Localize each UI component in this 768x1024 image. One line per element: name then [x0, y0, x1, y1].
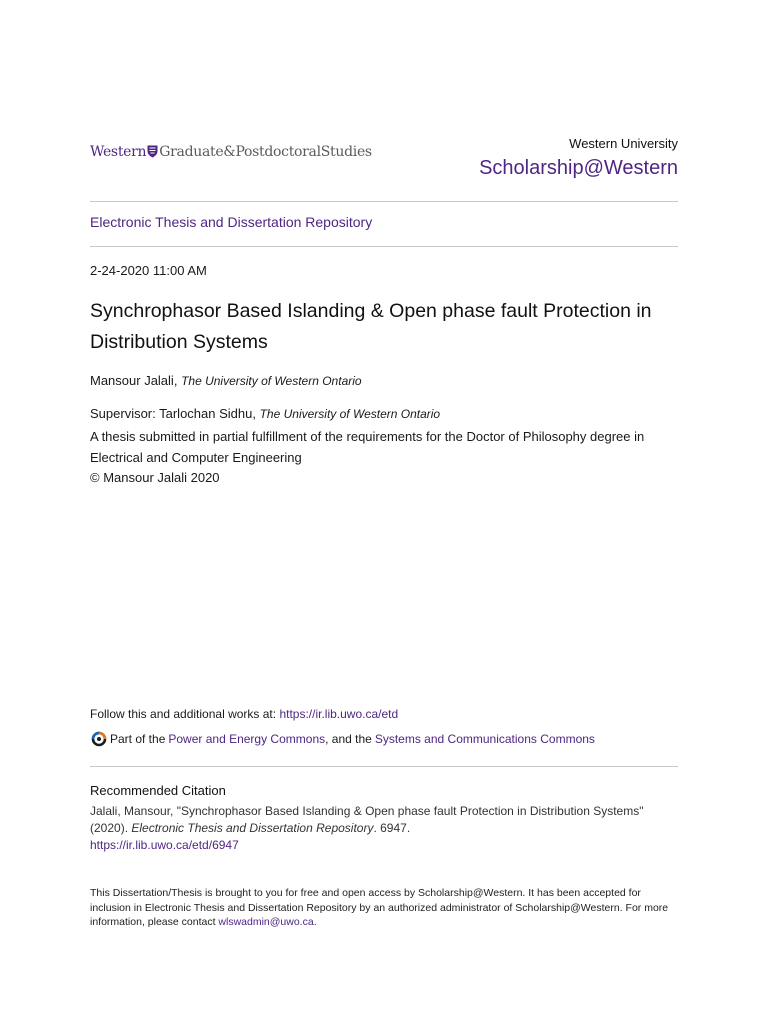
footer-text: This Dissertation/Thesis is brought to you for free and open access by Scholarship@Western. It has been accepted for inclusion in Electronic Thesis and Dissertation Repository by an authorized administrator of Scholarship@Western. For more information, please contact [90, 887, 669, 928]
follow-line [90, 707, 398, 721]
author-name: Mansour Jalali, [90, 373, 178, 388]
footer-notice [90, 886, 678, 930]
divider [90, 201, 678, 202]
repository-link[interactable]: Electronic Thesis and Dissertation Repository [90, 214, 373, 230]
follow-text: Follow this and additional works at: [90, 707, 280, 721]
contact-email-link[interactable]: wlswadmin@uwo.ca [218, 916, 314, 928]
citation-journal: Electronic Thesis and Dissertation Repository [131, 821, 374, 835]
thesis-description: A thesis submitted in partial fulfillment of the requirements for the Doctor of Philosophy degree in Electrical and Computer Engineering [90, 429, 645, 465]
header [90, 132, 678, 182]
date: 2-24-2020 11:00 AM [90, 263, 207, 278]
supervisor-affiliation: The University of Western Ontario [259, 407, 441, 421]
citation-number: . 6947. [373, 821, 411, 835]
citation-plain: Jalali, Mansour, "Synchrophasor Based Islanding & Open phase fault Protection in Distribution Systems" (2020). [90, 804, 644, 835]
supervisor-name: Supervisor: Tarlochan Sidhu, [90, 406, 256, 421]
author [90, 373, 362, 388]
part-of-line [90, 730, 595, 748]
western-grad-logo[interactable] [90, 144, 372, 162]
recommended-citation-heading: Recommended Citation [90, 783, 226, 798]
author-affiliation: The University of Western Ontario [181, 374, 362, 388]
copyright: © Mansour Jalali 2020 [90, 470, 220, 485]
citation-url-link[interactable]: https://ir.lib.uwo.ca/etd/6947 [90, 838, 239, 852]
logo-western-text: Western [90, 144, 147, 160]
footer-end: . [313, 916, 317, 928]
citation-text [90, 803, 678, 837]
thesis-title: Synchrophasor Based Islanding & Open phase fault Protection in Distribution Systems [90, 300, 652, 353]
supervisor [90, 406, 440, 421]
systems-communications-commons-link[interactable]: Systems and Communications Commons [374, 732, 595, 746]
university-name: Western University [569, 136, 678, 151]
power-energy-commons-link[interactable]: Power and Energy Commons [168, 732, 326, 746]
divider [90, 766, 678, 767]
scholarship-link[interactable]: Scholarship@Western [479, 157, 678, 179]
divider [90, 246, 678, 247]
cover-page [90, 0, 678, 1024]
part-of-middle: , and the [325, 732, 372, 746]
crest-icon [147, 145, 158, 162]
follow-link[interactable]: https://ir.lib.uwo.ca/etd [279, 707, 399, 721]
part-of-prefix: Part of the [110, 732, 166, 746]
logo-grad-text: Graduate&PostdoctoralStudies [159, 144, 372, 160]
network-icon [90, 730, 108, 748]
